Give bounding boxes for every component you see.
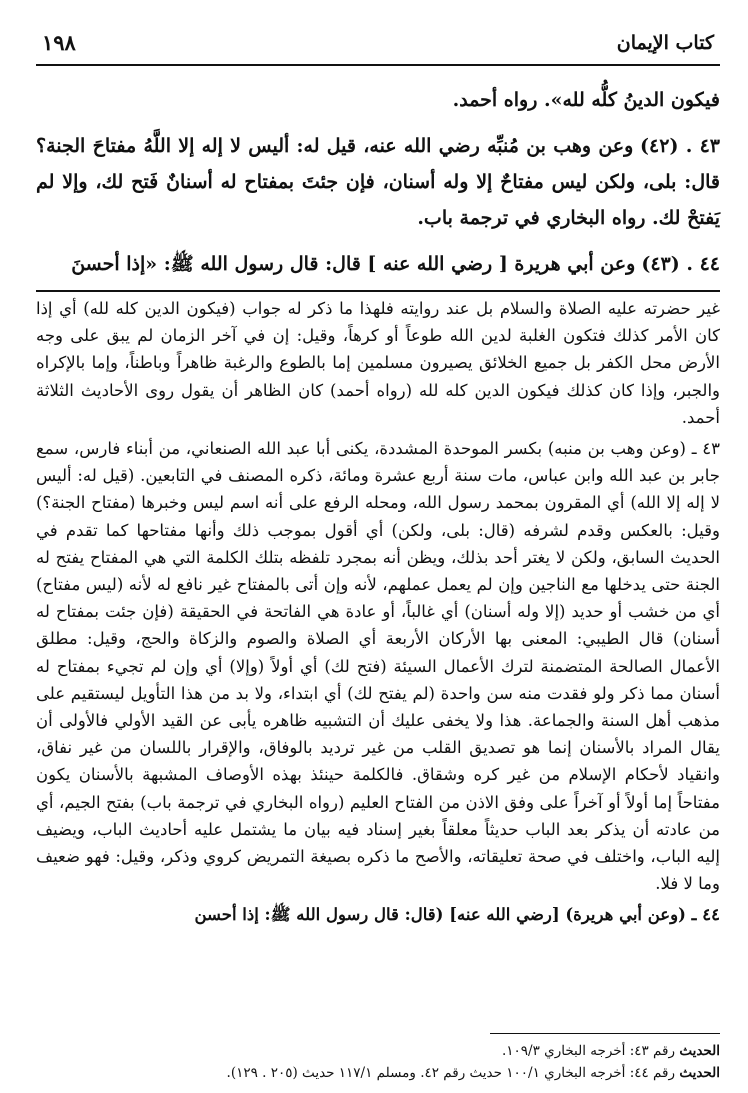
footnotes <box>36 1040 720 1084</box>
hadith-43-text: وعن وهب بن مُنبِّه رضي الله عنه، قيل له: أليس لا إله إلا اللَّهُ مفتاحَ الجنة؟ قال: بلى، ولكن ليس مفتاحٌ إلا وله أسنان، فإن جئتَ بمفتاح له أسنانٌ فَتح لك، وإلا لم يَفتحْ لك. رواه البخاري في ترجمة باب. <box>36 135 720 229</box>
hadith-44-number: ٤٤ . (٤٣) <box>641 253 720 275</box>
page-header <box>36 26 720 66</box>
footnote-2-text: رقم ٤٤: أخرجه البخاري ١٠٠/١ حديث رقم ٤٢. ومسلم ١١٧/١ حديث (٢٠٥ . ١٢٩). <box>226 1065 676 1081</box>
footnote-1 <box>36 1040 720 1062</box>
page-number: ١٩٨ <box>42 30 76 55</box>
footnote-2 <box>36 1062 720 1084</box>
footnote-2-label: الحديث <box>679 1065 720 1081</box>
footnote-rule <box>490 1033 720 1034</box>
hadith-44-text: وعن أبي هريرة [ رضي الله عنه ] قال: قال رسول الله ﷺ: «إذا أحسنَ <box>71 253 636 275</box>
hadith-text-block <box>36 82 720 292</box>
commentary-block <box>36 295 720 933</box>
chapter-title: كتاب الإيمان <box>616 32 714 54</box>
hadith-continuation <box>36 82 720 118</box>
section-divider <box>36 290 720 292</box>
hadith-43-number: ٤٣ . (٤٢) <box>640 135 721 157</box>
hadith-44 <box>36 246 720 282</box>
commentary-paragraph-1: غير حضرته عليه الصلاة والسلام بل عند روايته فلهذا ما ذكر له جواب (فيكون الدين كله لله) أي إذا كان الأمر كذلك فتكون الغلبة لدين الله طوعاً أو كرهاً، وقيل: إن في آخر الزمان لم يبق على وجه الأرض محل الكفر بل جميع الخلائق يصيرون مسلمين إما بالطوع والرغبة ظاهراً وباطناً، وإما بالإكراه والجبر، وإذا كان كذلك فيكون الدين كله لله (رواه أحمد) كان الظاهر أن يقول روى الأحاديث الثلاثة أحمد. <box>36 299 720 427</box>
hadith-43 <box>36 128 720 236</box>
footnote-1-label: الحديث <box>679 1043 720 1059</box>
footnote-1-text: رقم ٤٣: أخرجه البخاري ١٠٩/٣. <box>501 1043 676 1059</box>
hadith-continuation-text: فيكون الدينُ كلُّه لله». رواه أحمد. <box>452 89 720 111</box>
commentary-paragraph-2: ٤٣ ـ (وعن وهب بن منبه) بكسر الموحدة المشددة، يكنى أبا عبد الله الصنعاني، من أبناء فارس، سمع جابر بن عبد الله وابن عباس، مات سنة أربع عشرة ومائة، ذكره المصنف في التابعين. (قيل له: أليس لا إله إلا الله) أي المقرون بمحمد رسول الله، ومحله الرفع على أنه اسم ليس وخبرها (مفتاح الجنة؟) وقيل: بالعكس وقدم لشرفه (قال: بلى، ولكن) أي أقول بموجب ذلك وأنها مفتاحها كما تقدم في الحديث السابق، ولكن لا يغتر أحد بذلك، ويظن أنه بمجرد تلفظه بتلك الكلمة التي هي المفتاح يفتح له الجنة حتى يدخلها مع الناجين وإن لم يعمل عملهم، لأنه وإن أتى بالمفتاح غير نافع له لأنه (ليس مفتاح) أي من خشب أو حديد (إلا وله أسنان) أي غالباً، أو عادة هي الفاتحة في الحقيقة (فإن جئت بمفتاح له أسنان) قال الطيبي: المعنى بها الأركان الأربعة أي الصلاة والصوم والزكاة والحج، وقيل: مطلق الأعمال الصالحة المتضمنة لترك الأعمال السيئة (فتح لك) أي أولاً (وإلا) أي وإن لم تجيء بمفتاح له أسنان مما ذكر ولو فقدت منه سن واحدة (لم يفتح لك) أي ابتداء، ولا بد من هذا التأويل ليستقيم على مذهب أهل السنة والجماعة. هذا ولا يخفى عليك أن التشبيه ظاهره يأبى عن القيد الأولي فالأولى أن يقال المراد بالأسنان إنما هو تصديق القلب من غير ترديد بالوفاق، والإقرار باللسان من غير نفاق، وانقياد لأحكام الإسلام من غير كره وشقاق. فالكلمة حينئذ بهذه الأوصاف المشبهة بالأسنان يكون مفتاحاً إما أولاً أو آخراً على وفق الاذن من الفتاح العليم (رواه البخاري في ترجمة باب) بفتح الجيم، أي من عادته أن يذكر بعد الباب حديثاً معلقاً بغير إسناد فيه بيان ما يشتمل عليه أحاديث الباب، ويضيف إليه الباب، واختلف في صحة تعليقاته، والأصح ما ذكره بصيغة التمريض كروي وذكر، وقيل: فهو ضعيف وما لا فلا. <box>36 439 720 894</box>
commentary-paragraph-3: ٤٤ ـ (وعن أبي هريرة) [رضي الله عنه] (قال: قال رسول الله ﷺ: إذا أحسن <box>194 905 720 925</box>
